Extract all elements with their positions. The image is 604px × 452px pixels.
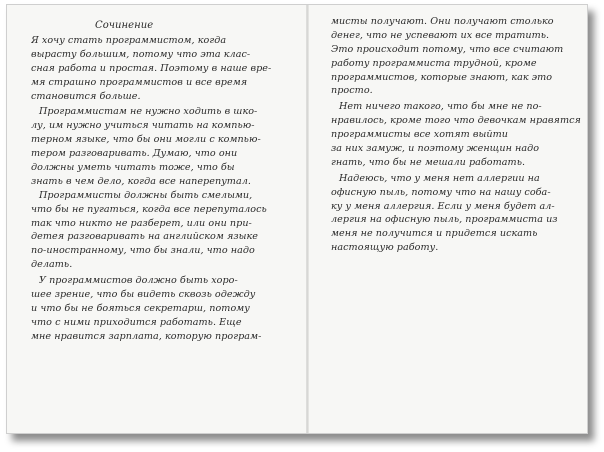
text-line: шее зрение, что бы видеть сквозь одежду [31,289,256,301]
text-line: становится больше. [31,90,141,102]
right-page [331,15,585,255]
text-line: Нет ничего такого, что бы мне не по- [339,101,542,113]
text-line: детея разговаривать на английском языке [31,231,259,243]
essay-title: Сочинение [95,20,154,31]
text-line: Надеюсь, что у меня нет аллергии на [339,172,540,184]
text-line: Это происходит потому, что все считают [331,43,564,55]
text-line: У программистов должно быть хоро- [39,275,238,287]
text-line: программистов, которые знают, как это [331,71,553,83]
text-line: терном языке, что бы они могли с компью- [31,134,261,146]
text-line: программисты все хотят выйти [331,129,508,141]
text-line: вырасту большим, потому что эта клас- [31,48,251,60]
text-line: по-иностранному, что бы знали, что надо [31,245,255,257]
text-line: нравилось, кроме того что девочкам нравятся [331,115,581,127]
text-line: денег, что не успевают их все тратить. [331,29,550,41]
text-line: делать. [31,259,73,271]
text-line: знать в чем дело, когда все наперепутал. [31,175,251,187]
text-line: что с ними приходится работать. Еще [31,316,242,328]
text-line: просто. [331,85,373,97]
text-line: настоящую работу. [331,242,439,254]
text-line: и что бы не бояться секретарш, потому [31,302,250,314]
text-line: Программисты должны быть смелыми, [39,189,253,201]
text-line: что бы не пугаться, когда все перепуталось [31,203,267,215]
text-line: мисты получают. Они получают столько [331,16,554,27]
text-line: ку у меня аллергия. Если у меня будет ал- [331,200,555,212]
text-line: за них замуж, и поэтому женщин надо [331,143,540,155]
text-line: офисную пыль, потому что на нашу соба- [331,186,551,198]
text-line: лергия на офисную пыль, программиста из [331,214,558,226]
text-line: работу программиста трудной, кроме [331,57,537,69]
text-line: лу, им нужно учиться читать на компью- [31,120,255,132]
page-fold [306,5,309,433]
left-page [31,19,299,344]
notebook-spread [6,4,588,434]
text-line: гнать, что бы не мешали работать. [331,156,526,168]
text-line: Я хочу стать программистом, когда [31,35,227,46]
text-line: так что никто не разберет, или они при- [31,217,252,229]
text-line: тером разговаривать. Думаю, что они [31,148,238,160]
text-line: Программистам не нужно ходить в шко- [39,106,258,118]
text-line: сная работа и простая. Поэтому в наше вре- [31,62,272,74]
text-line: мя страшно программистов и все время [31,76,248,88]
text-line: должны уметь читать тоже, что бы [31,162,235,174]
text-line: мне нравится зарплата, которую програм- [31,330,262,342]
text-line: меня не получится и придется искать [331,228,538,240]
